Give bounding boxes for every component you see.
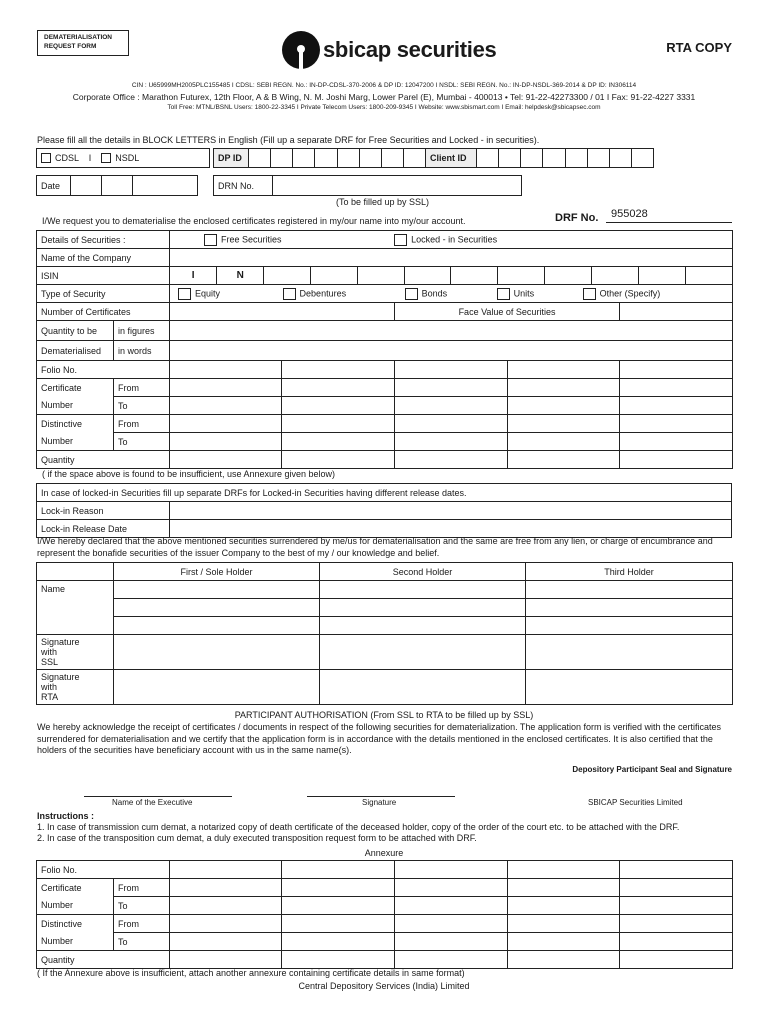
signature-label: Signature bbox=[362, 798, 397, 807]
dp-id-box[interactable] bbox=[359, 149, 381, 168]
from-label: From bbox=[114, 915, 170, 933]
sig-rta-line: Signature bbox=[41, 672, 80, 682]
type-label: Type of Security bbox=[37, 285, 170, 303]
third-holder-header: Third Holder bbox=[526, 563, 733, 581]
sbi-logo-icon bbox=[282, 31, 320, 69]
client-id-box[interactable] bbox=[521, 149, 543, 168]
certificate-label: Certificate bbox=[37, 879, 114, 897]
isin-box[interactable] bbox=[685, 267, 732, 284]
dp-id-box[interactable] bbox=[381, 149, 403, 168]
to-label: To bbox=[114, 933, 170, 951]
dist-from-cell[interactable] bbox=[395, 915, 508, 933]
sig-ssl-line: with bbox=[41, 647, 58, 657]
footer-text: Central Depository Services (India) Limited bbox=[298, 981, 470, 991]
quantity-cell[interactable] bbox=[620, 951, 733, 969]
cert-to-cell[interactable] bbox=[620, 397, 733, 415]
name-label: Name bbox=[37, 581, 114, 635]
holders-table bbox=[36, 562, 733, 705]
drn-label: DRN No. bbox=[214, 176, 273, 196]
folio-label: Folio No. bbox=[37, 361, 170, 379]
client-id-box[interactable] bbox=[587, 149, 609, 168]
depository-select bbox=[36, 148, 210, 168]
form-type-line-1: DEMATERIALISATION bbox=[44, 34, 113, 41]
cert-from-cell[interactable] bbox=[170, 879, 282, 897]
folio-cell[interactable] bbox=[620, 361, 733, 379]
contact-line: Toll Free: MTNL/BSNL Users: 1800-22-3345 I Private Telecom Users: 1800-209-9345 I Website: www.sbismart.com I Email: helpdesk@sbicapsec.com bbox=[167, 104, 601, 111]
lockin-reason-label: Lock-in Reason bbox=[37, 502, 170, 520]
isin-box[interactable] bbox=[638, 267, 685, 284]
cert-to-cell[interactable] bbox=[508, 897, 620, 915]
sig-rta-cell[interactable] bbox=[526, 670, 733, 705]
isin-char-n: N bbox=[217, 267, 264, 284]
type-other: Other (Specify) bbox=[599, 287, 661, 298]
from-label: From bbox=[114, 415, 170, 433]
authorisation-text: We hereby acknowledge the receipt of certificates / documents in respect of the following securities for dematerialization. The application form is verified with the certificates surrendered for dematerialisation and we certify that the application form is in accordance with the details mentioned in the enclosed certificates. It is also certified that the holders of the securities have beneficiary account with us in the same name(s). bbox=[37, 722, 721, 755]
debentures-checkbox[interactable] bbox=[283, 288, 296, 300]
dp-id-box[interactable] bbox=[315, 149, 337, 168]
dist-from-cell[interactable] bbox=[620, 415, 733, 433]
sig-ssl-line: SSL bbox=[41, 657, 59, 667]
folio-cell[interactable] bbox=[508, 861, 620, 879]
other-checkbox[interactable] bbox=[583, 288, 596, 300]
id-row bbox=[213, 148, 654, 168]
from-label: From bbox=[114, 379, 170, 397]
folio-cell[interactable] bbox=[282, 361, 395, 379]
to-label: To bbox=[114, 397, 170, 415]
isin-box[interactable] bbox=[264, 267, 311, 284]
dist-from-cell[interactable] bbox=[508, 915, 620, 933]
annexure-title: Annexure bbox=[364, 848, 404, 858]
cert-from-cell[interactable] bbox=[282, 879, 395, 897]
cert-to-cell[interactable] bbox=[508, 397, 620, 415]
cert-from-cell[interactable] bbox=[170, 379, 282, 397]
dist-to-cell[interactable] bbox=[395, 933, 508, 951]
cert-from-cell[interactable] bbox=[395, 879, 508, 897]
cert-to-cell[interactable] bbox=[395, 397, 508, 415]
free-securities-checkbox[interactable] bbox=[204, 234, 217, 246]
date-label: Date bbox=[37, 176, 71, 196]
number-label: Number bbox=[37, 433, 114, 451]
quantity-label: Quantity bbox=[37, 451, 170, 469]
num-certs-label: Number of Certificates bbox=[37, 303, 170, 321]
dist-from-cell[interactable] bbox=[395, 415, 508, 433]
quantity-cell[interactable] bbox=[170, 451, 282, 469]
dist-from-cell[interactable] bbox=[620, 915, 733, 933]
ssl-note: (To be filled up by SSL) bbox=[336, 197, 430, 207]
qty-figures-input[interactable] bbox=[170, 321, 733, 341]
client-id-box[interactable] bbox=[477, 149, 499, 168]
drn-row bbox=[213, 175, 522, 196]
nsdl-checkbox[interactable] bbox=[101, 153, 111, 163]
annexure-note: ( If the Annexure above is insufficient, attach another annexure containing certificate details in same format) bbox=[37, 968, 465, 978]
signature-line bbox=[307, 796, 455, 797]
isin-box[interactable] bbox=[404, 267, 451, 284]
executive-line bbox=[84, 796, 232, 797]
dp-id-box[interactable] bbox=[337, 149, 359, 168]
bonds-checkbox[interactable] bbox=[405, 288, 418, 300]
dist-to-cell[interactable] bbox=[508, 933, 620, 951]
face-value-input[interactable] bbox=[620, 303, 733, 321]
lockin-release-label: Lock-in Release Date bbox=[37, 520, 170, 538]
sig-ssl-line: Signature bbox=[41, 637, 80, 647]
dp-id-box[interactable] bbox=[249, 149, 271, 168]
request-text: I/We request you to dematerialise the enclosed certificates registered in my/our name into my/our account. bbox=[42, 216, 466, 226]
instructions-title: Instructions : bbox=[37, 811, 95, 821]
client-id-box[interactable] bbox=[609, 149, 631, 168]
quantity-cell[interactable] bbox=[282, 451, 395, 469]
type-debentures: Debentures bbox=[299, 287, 347, 298]
number-label: Number bbox=[37, 933, 114, 951]
drf-number: 955028 bbox=[611, 208, 648, 220]
type-units: Units bbox=[513, 287, 535, 298]
sig-rta-line: RTA bbox=[41, 692, 59, 702]
locked-securities-label: Locked - in Securities bbox=[411, 233, 498, 244]
in-figures-label: in figures bbox=[114, 321, 170, 341]
sig-rta-cell[interactable] bbox=[320, 670, 526, 705]
dist-to-cell[interactable] bbox=[170, 433, 282, 451]
dp-id-label: DP ID bbox=[214, 149, 249, 168]
cdsl-label: CDSL bbox=[55, 152, 79, 163]
client-id-box[interactable] bbox=[565, 149, 587, 168]
declaration-text: I/We hereby declared that the above mentioned securities surrendered by me/us for dematerialisation and the same are free from any lien, or charge of encumbrance and represent the bonafide securities of the issuer Company to the best of my / our knowledge and belief. bbox=[37, 536, 713, 558]
isin-box[interactable] bbox=[545, 267, 592, 284]
company-name: SBICAP Securities Limited bbox=[588, 798, 683, 807]
holder-name-cell[interactable] bbox=[526, 581, 733, 599]
isin-boxes bbox=[170, 267, 732, 284]
cert-to-cell[interactable] bbox=[282, 897, 395, 915]
office-line: Corporate Office : Marathon Futurex, 12th Floor, A & B Wing, N. M. Joshi Marg, Lower Parel (E), Mumbai - 400013 • Tel: 91-22-42273300 / 01 I Fax: 91-22-4227 3331 bbox=[72, 92, 696, 102]
to-label: To bbox=[114, 897, 170, 915]
dp-id-box[interactable] bbox=[293, 149, 315, 168]
dist-to-cell[interactable] bbox=[170, 933, 282, 951]
form-type-box bbox=[37, 30, 129, 56]
from-label: From bbox=[114, 879, 170, 897]
free-securities-label: Free Securities bbox=[221, 233, 282, 244]
lockin-reason-input[interactable] bbox=[170, 502, 732, 520]
folio-cell[interactable] bbox=[508, 361, 620, 379]
brand-name: sbicap securities bbox=[323, 37, 497, 62]
instruction-item: 1. In case of transmission cum demat, a notarized copy of death certificate of the deceased holder, copy of the order of the court etc. to be attached with the DRF. bbox=[37, 822, 680, 832]
quantity-cell[interactable] bbox=[170, 951, 282, 969]
client-id-box[interactable] bbox=[499, 149, 521, 168]
cert-to-cell[interactable] bbox=[620, 897, 733, 915]
number-label: Number bbox=[37, 397, 114, 415]
sig-rta-cell[interactable] bbox=[114, 670, 320, 705]
isin-box[interactable] bbox=[311, 267, 358, 284]
dist-to-cell[interactable] bbox=[282, 933, 395, 951]
quantity-cell[interactable] bbox=[508, 951, 620, 969]
lockin-table bbox=[36, 483, 732, 538]
drf-label: DRF No. bbox=[555, 212, 599, 224]
nsdl-label: NSDL bbox=[115, 152, 140, 163]
to-label: To bbox=[114, 433, 170, 451]
cert-to-cell[interactable] bbox=[282, 397, 395, 415]
certificate-label: Certificate bbox=[37, 379, 114, 397]
locked-securities-checkbox[interactable] bbox=[394, 234, 407, 246]
type-bonds: Bonds bbox=[421, 287, 448, 298]
sig-ssl-label bbox=[37, 635, 114, 670]
lockin-release-input[interactable] bbox=[170, 520, 732, 538]
dist-to-cell[interactable] bbox=[282, 433, 395, 451]
cert-from-cell[interactable] bbox=[620, 879, 733, 897]
details-label: Details of Securities : bbox=[37, 231, 170, 249]
isin-label: ISIN bbox=[37, 267, 170, 285]
folio-cell[interactable] bbox=[395, 861, 508, 879]
folio-cell[interactable] bbox=[282, 861, 395, 879]
qty-to-be-label: Quantity to be bbox=[37, 321, 114, 341]
holder-name-cell[interactable] bbox=[526, 617, 733, 635]
dist-from-cell[interactable] bbox=[282, 915, 395, 933]
cert-from-cell[interactable] bbox=[620, 379, 733, 397]
distinctive-label: Distinctive bbox=[37, 915, 114, 933]
dist-from-cell[interactable] bbox=[508, 415, 620, 433]
date-box[interactable] bbox=[133, 176, 198, 196]
brand-logo bbox=[282, 30, 496, 70]
folio-cell[interactable] bbox=[395, 361, 508, 379]
quantity-label: Quantity bbox=[37, 951, 170, 969]
client-id-box[interactable] bbox=[543, 149, 565, 168]
fill-instruction: Please fill all the details in BLOCK LETTERS in English (Fill up a separate DRF for Free Securities and Locked - in securities). bbox=[37, 135, 540, 145]
folio-cell[interactable] bbox=[170, 861, 282, 879]
dist-to-cell[interactable] bbox=[620, 933, 733, 951]
in-words-label: in words bbox=[114, 341, 170, 361]
securities-table bbox=[36, 230, 733, 469]
folio-cell[interactable] bbox=[170, 361, 282, 379]
date-box[interactable] bbox=[102, 176, 133, 196]
isin-box[interactable] bbox=[498, 267, 545, 284]
sig-ssl-cell[interactable] bbox=[526, 635, 733, 670]
units-checkbox[interactable] bbox=[497, 288, 510, 300]
dist-to-cell[interactable] bbox=[620, 433, 733, 451]
sig-ssl-cell[interactable] bbox=[320, 635, 526, 670]
cert-to-cell[interactable] bbox=[170, 397, 282, 415]
cert-from-cell[interactable] bbox=[395, 379, 508, 397]
face-value-label: Face Value of Securities bbox=[395, 303, 620, 321]
cert-to-cell[interactable] bbox=[395, 897, 508, 915]
equity-checkbox[interactable] bbox=[178, 288, 191, 300]
qty-words-input[interactable] bbox=[170, 341, 733, 361]
dp-id-box[interactable] bbox=[403, 149, 425, 168]
dist-from-cell[interactable] bbox=[282, 415, 395, 433]
cert-to-cell[interactable] bbox=[170, 897, 282, 915]
holder-name-cell[interactable] bbox=[320, 599, 526, 617]
isin-box[interactable] bbox=[591, 267, 638, 284]
cert-from-cell[interactable] bbox=[508, 379, 620, 397]
sig-ssl-cell[interactable] bbox=[114, 635, 320, 670]
folio-cell[interactable] bbox=[620, 861, 733, 879]
form-type-line-2: REQUEST FORM bbox=[44, 43, 97, 50]
isin-box[interactable] bbox=[357, 267, 404, 284]
instruction-item: 2. In case of the transposition cum demat, a duly executed transposition request form to be attached with DRF. bbox=[37, 833, 477, 843]
cert-from-cell[interactable] bbox=[282, 379, 395, 397]
seal-label: Depository Participant Seal and Signature bbox=[572, 765, 732, 774]
date-row bbox=[36, 175, 198, 196]
type-equity: Equity bbox=[195, 287, 221, 298]
dp-id-box[interactable] bbox=[271, 149, 293, 168]
quantity-cell[interactable] bbox=[395, 951, 508, 969]
company-label: Name of the Company bbox=[37, 249, 170, 267]
folio-label: Folio No. bbox=[37, 861, 170, 879]
client-id-box[interactable] bbox=[631, 149, 653, 168]
quantity-cell[interactable] bbox=[508, 451, 620, 469]
date-box[interactable] bbox=[71, 176, 102, 196]
separator: I bbox=[88, 152, 92, 163]
insufficient-note: ( if the space above is found to be insufficient, use Annexure given below) bbox=[42, 469, 336, 479]
dist-from-cell[interactable] bbox=[170, 415, 282, 433]
dist-to-cell[interactable] bbox=[395, 433, 508, 451]
quantity-cell[interactable] bbox=[620, 451, 733, 469]
sig-rta-line: with bbox=[41, 682, 58, 692]
first-holder-header: First / Sole Holder bbox=[114, 563, 320, 581]
isin-box[interactable] bbox=[451, 267, 498, 284]
drn-input[interactable] bbox=[273, 176, 522, 196]
annexure-table bbox=[36, 860, 733, 969]
client-id-label: Client ID bbox=[426, 149, 477, 168]
second-holder-header: Second Holder bbox=[320, 563, 526, 581]
holder-name-cell[interactable] bbox=[320, 581, 526, 599]
holder-name-cell[interactable] bbox=[114, 581, 320, 599]
company-input[interactable] bbox=[170, 249, 733, 267]
executive-label: Name of the Executive bbox=[112, 798, 193, 807]
holder-name-cell[interactable] bbox=[320, 617, 526, 635]
holder-name-cell[interactable] bbox=[526, 599, 733, 617]
dematerialised-label: Dematerialised bbox=[37, 341, 114, 361]
cert-from-cell[interactable] bbox=[508, 879, 620, 897]
cin-line: CIN : U65999MH2005PLC155485 I CDSL: SEBI REGN. No.: IN-DP-CDSL-370-2006 & DP ID: 12047200 I NSDL: SEBI REGN. No.: IN-DP-NSDL-369-2014 & DP ID: IN306114 bbox=[131, 82, 637, 89]
distinctive-label: Distinctive bbox=[37, 415, 114, 433]
dist-from-cell[interactable] bbox=[170, 915, 282, 933]
holder-name-cell[interactable] bbox=[114, 599, 320, 617]
quantity-cell[interactable] bbox=[282, 951, 395, 969]
copy-label: RTA COPY bbox=[666, 40, 732, 55]
lockin-note: In case of locked-in Securities fill up separate DRFs for Locked-in Securities having different release dates. bbox=[37, 484, 732, 502]
number-label: Number bbox=[37, 897, 114, 915]
isin-char-i: I bbox=[170, 267, 217, 284]
quantity-cell[interactable] bbox=[395, 451, 508, 469]
drf-underline bbox=[606, 222, 732, 223]
authorisation-title: PARTICIPANT AUTHORISATION (From SSL to RTA to be filled up by SSL) bbox=[234, 710, 534, 720]
holder-name-cell[interactable] bbox=[114, 617, 320, 635]
sig-rta-label bbox=[37, 670, 114, 705]
num-certs-input[interactable] bbox=[170, 303, 395, 321]
dist-to-cell[interactable] bbox=[508, 433, 620, 451]
cdsl-checkbox[interactable] bbox=[41, 153, 51, 163]
